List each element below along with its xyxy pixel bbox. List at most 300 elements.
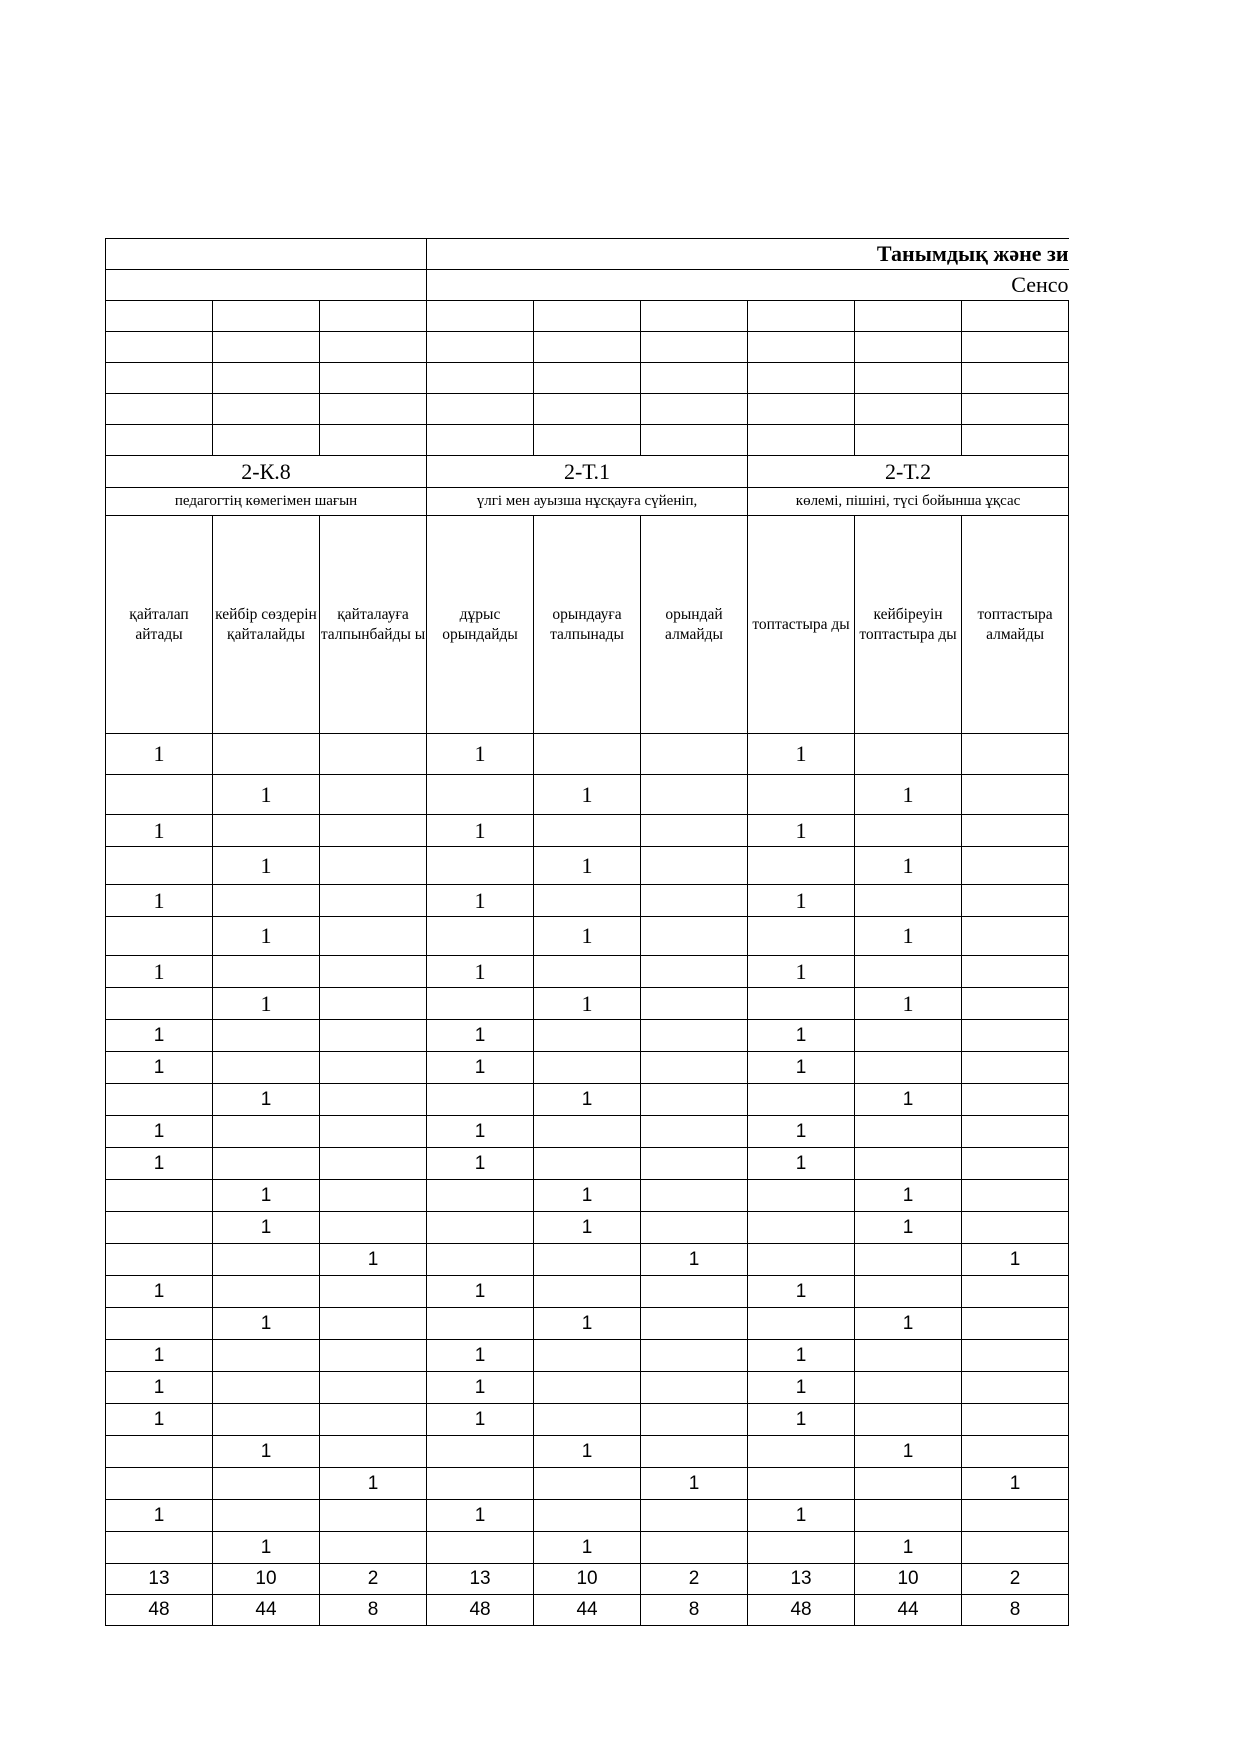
score-cell: 1 [427, 885, 534, 917]
score-cell: 1 [855, 1180, 962, 1212]
data-row [106, 1372, 1069, 1404]
total-cell: 2 [962, 1564, 1069, 1595]
score-cell [748, 1244, 855, 1276]
score-cell: 1 [748, 1404, 855, 1436]
score-cell [855, 885, 962, 917]
empty-row [106, 425, 1069, 456]
score-cell: 1 [106, 1500, 213, 1532]
data-row [106, 1212, 1069, 1244]
score-cell: 1 [855, 1436, 962, 1468]
score-cell: 1 [534, 1180, 641, 1212]
data-row [106, 917, 1069, 956]
subtitle-row [106, 270, 1069, 301]
score-cell: 1 [213, 1308, 320, 1340]
score-cell: 1 [106, 734, 213, 775]
group-code: 2-Т.1 [427, 456, 748, 488]
score-cell [855, 1404, 962, 1436]
score-cell [855, 734, 962, 775]
data-row [106, 775, 1069, 815]
score-cell [320, 988, 427, 1020]
score-cell [427, 1468, 534, 1500]
score-cell: 1 [427, 1020, 534, 1052]
empty-cell [427, 363, 534, 394]
score-cell [320, 815, 427, 847]
score-cell: 1 [427, 1340, 534, 1372]
data-row [106, 956, 1069, 988]
score-cell [427, 847, 534, 885]
score-cell [855, 1500, 962, 1532]
group-code: 2-К.8 [106, 456, 427, 488]
group-code: 2-Т.2 [748, 456, 1069, 488]
score-cell [534, 734, 641, 775]
score-cell: 1 [748, 815, 855, 847]
empty-cell [427, 301, 534, 332]
score-cell [855, 1372, 962, 1404]
score-cell [641, 1340, 748, 1372]
score-cell: 1 [106, 1020, 213, 1052]
score-cell [534, 956, 641, 988]
data-row [106, 1084, 1069, 1116]
empty-cell [962, 363, 1069, 394]
data-row [106, 1436, 1069, 1468]
score-cell [534, 1276, 641, 1308]
score-cell: 1 [213, 1436, 320, 1468]
score-cell [641, 1276, 748, 1308]
percent-cell: 48 [106, 1595, 213, 1626]
empty-cell [213, 363, 320, 394]
score-cell: 1 [427, 1052, 534, 1084]
empty-cell [962, 332, 1069, 363]
score-cell: 1 [106, 1340, 213, 1372]
score-cell [427, 775, 534, 815]
score-cell: 1 [427, 1500, 534, 1532]
score-cell [320, 1084, 427, 1116]
score-cell [534, 1340, 641, 1372]
score-cell [641, 885, 748, 917]
score-cell [534, 1468, 641, 1500]
empty-cell [641, 425, 748, 456]
score-cell [534, 1500, 641, 1532]
empty-row [106, 394, 1069, 425]
empty-cell [962, 301, 1069, 332]
empty-cell [106, 363, 213, 394]
score-cell: 1 [427, 956, 534, 988]
score-cell [962, 988, 1069, 1020]
score-cell [213, 1020, 320, 1052]
score-cell [320, 847, 427, 885]
score-cell: 1 [320, 1468, 427, 1500]
data-row [106, 1052, 1069, 1084]
empty-cell [427, 425, 534, 456]
score-cell: 1 [213, 1532, 320, 1564]
total-cell: 13 [427, 1564, 534, 1595]
score-cell [641, 734, 748, 775]
data-row [106, 1532, 1069, 1564]
score-cell [427, 917, 534, 956]
score-cell [855, 1340, 962, 1372]
score-cell [748, 1308, 855, 1340]
score-cell [320, 1116, 427, 1148]
score-cell [320, 1052, 427, 1084]
score-cell [962, 885, 1069, 917]
score-cell: 1 [534, 1212, 641, 1244]
score-cell [213, 815, 320, 847]
score-cell: 1 [213, 988, 320, 1020]
group-description: педагогтің көмегімен шағын [106, 488, 427, 516]
score-cell [641, 988, 748, 1020]
score-cell: 1 [855, 988, 962, 1020]
score-cell: 1 [748, 1372, 855, 1404]
score-cell: 1 [748, 1020, 855, 1052]
score-cell: 1 [427, 1372, 534, 1404]
score-cell [427, 988, 534, 1020]
score-cell [534, 815, 641, 847]
criterion-header: қайталауға талпынбайды ы [320, 516, 427, 734]
score-cell: 1 [641, 1244, 748, 1276]
score-cell: 1 [748, 1500, 855, 1532]
score-cell: 1 [213, 1180, 320, 1212]
score-cell: 1 [748, 1340, 855, 1372]
data-row [106, 1500, 1069, 1532]
data-row [106, 1116, 1069, 1148]
empty-cell [641, 363, 748, 394]
empty-cell [213, 301, 320, 332]
data-row [106, 1404, 1069, 1436]
score-cell [213, 1244, 320, 1276]
score-cell [748, 1212, 855, 1244]
score-cell [641, 1052, 748, 1084]
score-cell [213, 734, 320, 775]
score-cell [320, 734, 427, 775]
empty-cell [534, 301, 641, 332]
criterion-header: кейбіреуін топтастыра ды [855, 516, 962, 734]
empty-cell [213, 332, 320, 363]
score-cell: 1 [534, 917, 641, 956]
empty-cell [855, 363, 962, 394]
group-code-row [106, 456, 1069, 488]
score-cell [641, 1180, 748, 1212]
score-cell: 1 [855, 917, 962, 956]
score-cell: 1 [855, 1532, 962, 1564]
score-cell: 1 [106, 1372, 213, 1404]
score-cell [855, 1244, 962, 1276]
empty-cell [748, 425, 855, 456]
group-description: көлемі, пішіні, түсі бойынша ұқсас [748, 488, 1069, 516]
score-cell [641, 1404, 748, 1436]
score-cell: 1 [962, 1468, 1069, 1500]
score-cell [962, 1372, 1069, 1404]
score-cell [641, 1020, 748, 1052]
score-cell: 1 [106, 1404, 213, 1436]
score-cell: 1 [855, 775, 962, 815]
data-row [106, 1308, 1069, 1340]
score-cell [962, 1116, 1069, 1148]
score-cell [534, 1244, 641, 1276]
score-cell [962, 1212, 1069, 1244]
score-cell: 1 [748, 1116, 855, 1148]
score-cell [748, 1532, 855, 1564]
score-cell [855, 815, 962, 847]
score-cell: 1 [427, 734, 534, 775]
score-cell [320, 775, 427, 815]
score-cell [748, 1436, 855, 1468]
score-cell [320, 956, 427, 988]
empty-row [106, 363, 1069, 394]
section-subtitle: Сенсо [427, 270, 1069, 301]
score-cell: 1 [427, 1116, 534, 1148]
empty-cell [962, 394, 1069, 425]
criterion-header: кейбір сөздерін қайталайды [213, 516, 320, 734]
score-cell [213, 1340, 320, 1372]
score-cell: 1 [106, 956, 213, 988]
score-cell [320, 1308, 427, 1340]
criterion-header: топтастыра ды [748, 516, 855, 734]
score-cell [534, 1020, 641, 1052]
score-cell [106, 917, 213, 956]
percent-cell: 44 [534, 1595, 641, 1626]
score-cell [962, 1020, 1069, 1052]
data-row [106, 1020, 1069, 1052]
score-cell: 1 [106, 1148, 213, 1180]
score-cell: 1 [748, 1148, 855, 1180]
score-cell [213, 1372, 320, 1404]
score-cell [213, 1404, 320, 1436]
totals-row [106, 1564, 1069, 1595]
score-cell [962, 1148, 1069, 1180]
score-cell [213, 956, 320, 988]
total-cell: 2 [320, 1564, 427, 1595]
empty-cell [962, 425, 1069, 456]
empty-cell [427, 394, 534, 425]
score-cell: 1 [534, 775, 641, 815]
total-cell: 10 [534, 1564, 641, 1595]
score-cell [855, 1116, 962, 1148]
score-cell [106, 1468, 213, 1500]
empty-cell [427, 332, 534, 363]
score-cell [855, 956, 962, 988]
data-row [106, 815, 1069, 847]
percent-cell: 48 [427, 1595, 534, 1626]
score-cell [962, 1180, 1069, 1212]
score-cell: 1 [213, 775, 320, 815]
score-cell: 1 [213, 917, 320, 956]
score-cell: 1 [213, 1212, 320, 1244]
data-row [106, 885, 1069, 917]
score-cell [855, 1020, 962, 1052]
score-cell [106, 847, 213, 885]
score-cell: 1 [534, 1532, 641, 1564]
score-cell [641, 1308, 748, 1340]
score-cell [962, 917, 1069, 956]
score-cell [320, 1212, 427, 1244]
score-cell [213, 1276, 320, 1308]
score-cell [106, 1212, 213, 1244]
percent-cell: 44 [855, 1595, 962, 1626]
total-cell: 2 [641, 1564, 748, 1595]
percent-cell: 8 [962, 1595, 1069, 1626]
score-cell [641, 1148, 748, 1180]
score-cell [962, 1436, 1069, 1468]
empty-cell [320, 332, 427, 363]
empty-cell [641, 332, 748, 363]
score-cell [427, 1084, 534, 1116]
empty-cell [320, 363, 427, 394]
total-cell: 10 [855, 1564, 962, 1595]
score-cell [534, 1404, 641, 1436]
score-cell [641, 917, 748, 956]
total-cell: 13 [748, 1564, 855, 1595]
score-cell [962, 1084, 1069, 1116]
score-cell [427, 1244, 534, 1276]
data-row [106, 847, 1069, 885]
score-cell [106, 775, 213, 815]
score-cell [641, 1084, 748, 1116]
empty-cell [106, 332, 213, 363]
score-cell [641, 1436, 748, 1468]
score-cell: 1 [748, 885, 855, 917]
empty-cell [320, 301, 427, 332]
score-cell [213, 885, 320, 917]
score-cell [855, 1276, 962, 1308]
data-row [106, 1276, 1069, 1308]
empty-cell [641, 301, 748, 332]
score-cell: 1 [427, 1404, 534, 1436]
score-cell [106, 1532, 213, 1564]
data-row [106, 1148, 1069, 1180]
score-cell: 1 [427, 1276, 534, 1308]
score-cell [534, 1372, 641, 1404]
empty-row [106, 332, 1069, 363]
score-cell [213, 1148, 320, 1180]
score-cell [213, 1052, 320, 1084]
score-cell [534, 1052, 641, 1084]
score-cell: 1 [427, 1148, 534, 1180]
score-cell [748, 1180, 855, 1212]
score-cell: 1 [106, 1276, 213, 1308]
score-cell [641, 775, 748, 815]
score-cell [748, 1084, 855, 1116]
score-cell: 1 [534, 1308, 641, 1340]
empty-cell [320, 425, 427, 456]
empty-cell [641, 394, 748, 425]
score-cell [855, 1052, 962, 1084]
score-cell: 1 [106, 1116, 213, 1148]
empty-cell [855, 394, 962, 425]
empty-cell [855, 425, 962, 456]
empty-cell [748, 363, 855, 394]
score-cell [962, 1308, 1069, 1340]
score-cell [962, 847, 1069, 885]
score-cell [320, 1372, 427, 1404]
score-cell: 1 [427, 815, 534, 847]
score-cell [320, 917, 427, 956]
criterion-header: топтастыра алмайды [962, 516, 1069, 734]
score-cell [855, 1468, 962, 1500]
score-cell: 1 [855, 1308, 962, 1340]
criteria-row [106, 516, 1069, 734]
data-row [106, 1244, 1069, 1276]
score-cell [748, 775, 855, 815]
score-cell: 1 [534, 1436, 641, 1468]
score-cell: 1 [962, 1244, 1069, 1276]
empty-cell [855, 301, 962, 332]
assessment-sheet [105, 238, 1069, 1626]
score-cell [641, 1500, 748, 1532]
criterion-header: дұрыс орындайды [427, 516, 534, 734]
score-cell [962, 1404, 1069, 1436]
group-description-row [106, 488, 1069, 516]
score-cell [106, 988, 213, 1020]
percent-cell: 8 [641, 1595, 748, 1626]
data-row [106, 1180, 1069, 1212]
score-cell [213, 1500, 320, 1532]
score-cell: 1 [748, 956, 855, 988]
empty-row [106, 301, 1069, 332]
score-cell [320, 1340, 427, 1372]
data-row [106, 734, 1069, 775]
empty-cell [213, 394, 320, 425]
score-cell: 1 [213, 847, 320, 885]
title-row [106, 239, 1069, 270]
group-description: үлгі мен ауызша нұсқауға сүйеніп, [427, 488, 748, 516]
empty-cell [534, 332, 641, 363]
score-cell: 1 [748, 1276, 855, 1308]
empty-cell [213, 425, 320, 456]
empty-cell [106, 301, 213, 332]
score-cell [320, 1020, 427, 1052]
score-cell: 1 [106, 885, 213, 917]
empty-cell [534, 394, 641, 425]
score-cell [320, 1148, 427, 1180]
score-cell [320, 1276, 427, 1308]
score-cell [641, 815, 748, 847]
score-cell [320, 1180, 427, 1212]
score-cell: 1 [534, 847, 641, 885]
data-row [106, 988, 1069, 1020]
score-cell [427, 1532, 534, 1564]
score-cell [962, 1500, 1069, 1532]
score-cell: 1 [106, 1052, 213, 1084]
score-cell [320, 1436, 427, 1468]
score-cell: 1 [641, 1468, 748, 1500]
score-cell [641, 1116, 748, 1148]
score-cell [534, 885, 641, 917]
section-title: Танымдық және зи [427, 239, 1069, 270]
score-cell [106, 1244, 213, 1276]
score-cell [641, 1372, 748, 1404]
score-cell [855, 1148, 962, 1180]
score-cell [748, 847, 855, 885]
empty-cell [748, 332, 855, 363]
total-cell: 10 [213, 1564, 320, 1595]
score-cell [320, 885, 427, 917]
score-cell [641, 847, 748, 885]
empty-cell [320, 394, 427, 425]
score-cell: 1 [534, 1084, 641, 1116]
score-cell [962, 815, 1069, 847]
criterion-header: қайталап айтады [106, 516, 213, 734]
score-cell [748, 917, 855, 956]
subtitle-left-cell [106, 270, 427, 301]
criterion-header: орындай алмайды [641, 516, 748, 734]
score-cell [962, 775, 1069, 815]
total-cell: 13 [106, 1564, 213, 1595]
empty-cell [748, 394, 855, 425]
score-cell [320, 1500, 427, 1532]
percent-cell: 44 [213, 1595, 320, 1626]
score-cell [213, 1468, 320, 1500]
score-cell [213, 1116, 320, 1148]
